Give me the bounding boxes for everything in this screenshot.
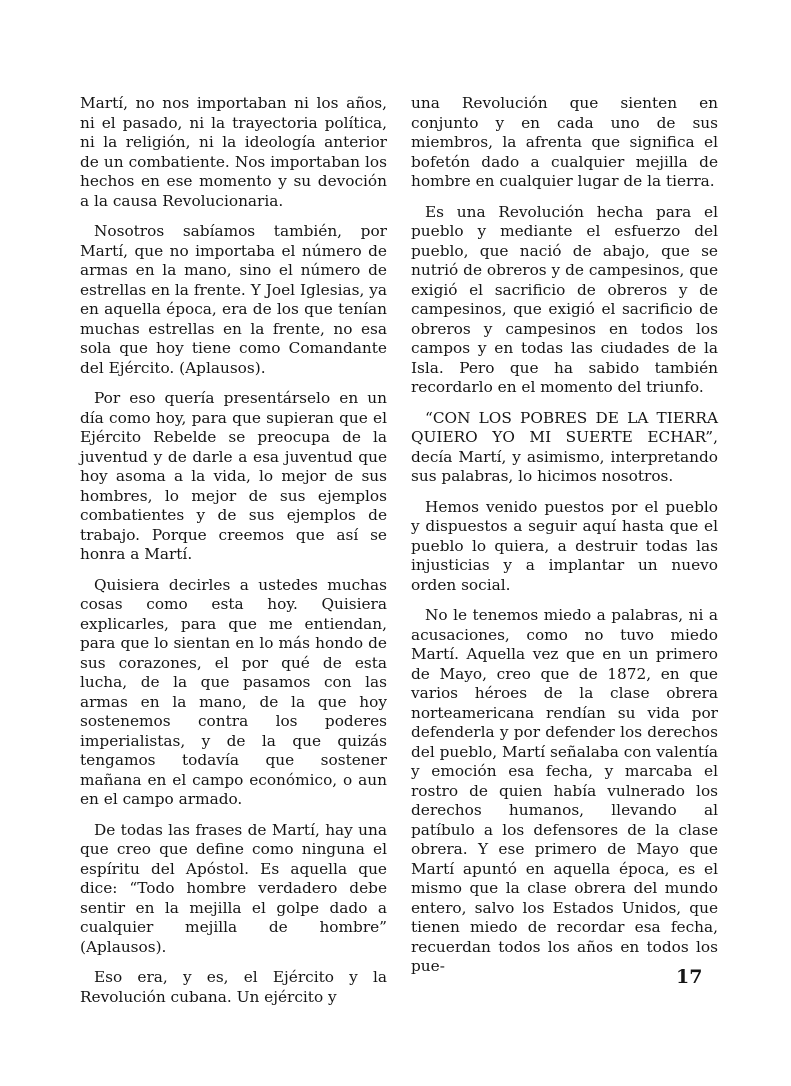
paragraph: “CON LOS POBRES DE LA TIERRA QUIERO YO MI SUERTE ECHAR”, decía Martí, y asimismo, interpretando sus palabras, lo hicimos nosotros. xyxy=(411,408,718,485)
paragraph: De todas las frases de Martí, hay una que creo que define como ninguna el espíritu del Apóstol. Es aquella que dice: “Todo hombre verdadero debe sentir en la mejilla el golpe dado a cualquier mejilla de hombre” (Aplausos). xyxy=(80,820,387,956)
paragraph: No le tenemos miedo a palabras, ni a acusaciones, como no tuvo miedo Martí. Aquella vez que en un primero de Mayo, creo que de 1872, en que varios héroes de la clase obrera norteamericana rendían su vida por defenderla y por defender los derechos del pueblo, Martí señalaba con valentía y emoción esa fecha, y marcaba el rostro de quien había vulnerado los derechos humanos, llevando al patíbulo a los defensores de la clase obrera. Y ese primero de Mayo que Martí apuntó en aquella época, es el mismo que la clase obrera del mundo entero, salvo los Estados Unidos, que tienen miedo de recordar esa fecha, recuerdan todos los años en todos los pue- xyxy=(411,606,718,975)
paragraph: Es una Revolución hecha para el pueblo y mediante el esfuerzo del pueblo, que nació de abajo, que se nutrió de obreros y de campesinos, que exigió el sacrificio de obreros y de campesinos, que exigió el sacrificio de obreros y campesinos en todos los campos y en todas las ciudades de la Isla. Pero que ha sabido también recordarlo en el momento del triunfo. xyxy=(411,202,718,396)
right-column xyxy=(411,94,718,988)
page-number: 17 xyxy=(676,966,703,988)
paragraph: Quisiera decirles a ustedes muchas cosas como esta hoy. Quisiera explicarles, para que me entiendan, para que lo sientan en lo más hondo de sus corazones, el por qué de esta lucha, de la que pasamos con las armas en la mano, de la que hoy sostenemos contra los poderes imperialistas, y de la que quizás tengamos todavía que sostener mañana en el campo económico, o aun en el campo armado. xyxy=(80,575,387,808)
paragraph: Nosotros sabíamos también, por Martí, que no importaba el número de armas en la mano, sino el número de estrellas en la frente. Y Joel Iglesias, ya en aquella época, era de los que tenían muchas estrellas en la frente, no esa sola que hoy tiene como Comandante del Ejército. (Aplausos). xyxy=(80,222,387,377)
paragraph: Por eso quería presentárselo en un día como hoy, para que supieran que el Ejército Rebelde se preocupa de la juventud y de darle a esa juventud que hoy asoma a la vida, lo mejor de sus hombres, lo mejor de sus ejemplos combatientes y de sus ejemplos de trabajo. Porque creemos que así se honra a Martí. xyxy=(80,389,387,563)
paragraph: Hemos venido puestos por el pueblo y dispuestos a seguir aquí hasta que el pueblo lo quiera, a destruir todas las injusticias y a implantar un nuevo orden social. xyxy=(411,497,718,594)
paragraph: Martí, no nos importaban ni los años, ni el pasado, ni la trayectoria política, ni la religión, ni la ideología anterior de un combatiente. Nos importaban los hechos en ese momento y su devoción a la causa Revolucionaria. xyxy=(80,94,387,210)
left-column xyxy=(80,94,387,1018)
paragraph: una Revolución que sienten en conjunto y en cada uno de sus miembros, la afrenta que significa el bofetón dado a cualquier mejilla de hombre en cualquier lugar de la tierra. xyxy=(411,94,718,190)
paragraph: Eso era, y es, el Ejército y la Revolución cubana. Un ejército y xyxy=(80,968,387,1006)
